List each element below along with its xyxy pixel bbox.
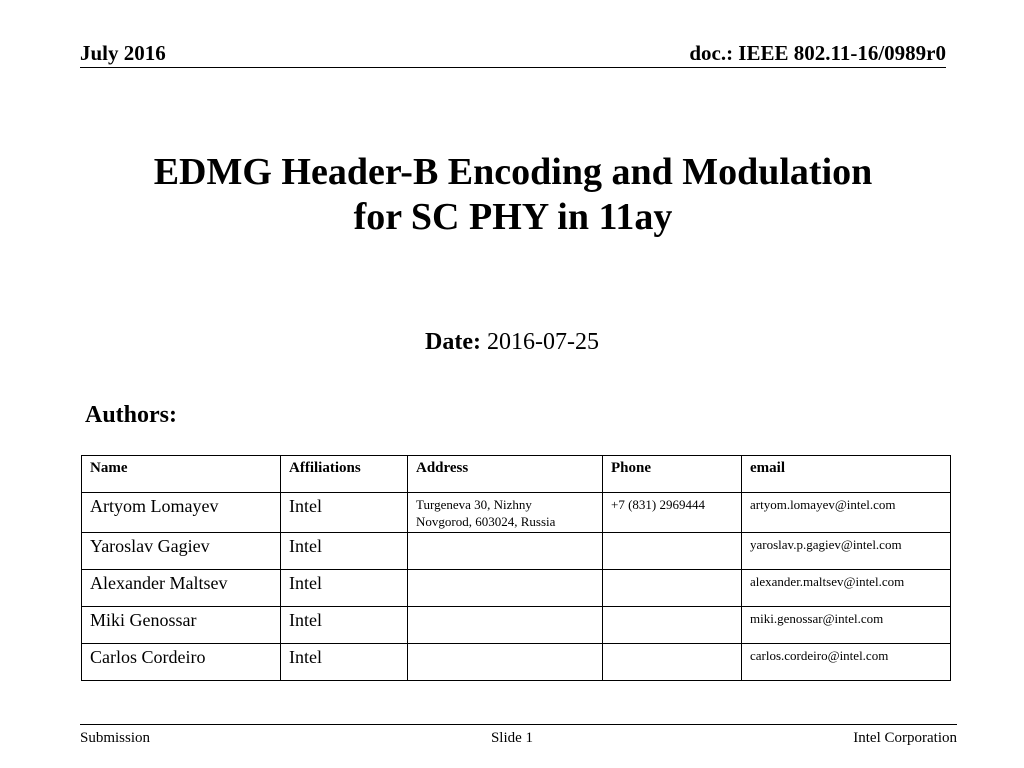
col-header-email: email [742,456,951,493]
col-header-phone: Phone [603,456,742,493]
footer-slide-number: Slide 1 [490,730,534,746]
col-header-address: Address [408,456,603,493]
authors-heading: Authors: [85,402,178,428]
author-phone [603,644,742,681]
author-address [408,533,603,570]
date-value: 2016-07-25 [486,329,599,355]
authors-table [81,455,951,681]
author-affiliation: Intel [281,607,408,644]
footer-submission: Submission [80,730,151,746]
author-email: miki.genossar@intel.com [742,607,951,644]
author-phone [603,533,742,570]
author-phone: +7 (831) 2969444 [603,493,742,533]
author-address [408,644,603,681]
date-line [0,327,1024,357]
author-address [408,493,603,533]
address-line-2: Novgorod, 603024, Russia [416,514,556,529]
table-header-row [82,456,951,493]
author-email: carlos.cordeiro@intel.com [742,644,951,681]
table-row [82,570,951,607]
table-row [82,607,951,644]
table-row [82,493,951,533]
header-date: July 2016 [80,41,166,65]
address-line-1: Turgeneva 30, Nizhny [416,497,532,512]
slide-title [80,150,946,240]
date-label: Date: [425,329,481,355]
author-address [408,607,603,644]
author-phone [603,570,742,607]
author-name: Yaroslav Gagiev [82,533,281,570]
table-row [82,644,951,681]
author-name: Carlos Cordeiro [82,644,281,681]
title-line-1: EDMG Header-B Encoding and Modulation [153,151,873,193]
author-email: alexander.maltsev@intel.com [742,570,951,607]
author-phone [603,607,742,644]
author-email: artyom.lomayev@intel.com [742,493,951,533]
author-affiliation: Intel [281,533,408,570]
footer-rule [80,724,957,725]
author-address [408,570,603,607]
col-header-affiliations: Affiliations [281,456,408,493]
author-name: Artyom Lomayev [82,493,281,533]
title-line-2: for SC PHY in 11ay [353,196,673,238]
author-name: Alexander Maltsev [82,570,281,607]
col-header-name: Name [82,456,281,493]
author-affiliation: Intel [281,570,408,607]
header-doc-id: doc.: IEEE 802.11-16/0989r0 [689,41,946,65]
author-email: yaroslav.p.gagiev@intel.com [742,533,951,570]
table-row [82,533,951,570]
author-name: Miki Genossar [82,607,281,644]
author-affiliation: Intel [281,493,408,533]
footer-company: Intel Corporation [853,730,957,746]
header-rule [80,67,946,68]
author-affiliation: Intel [281,644,408,681]
